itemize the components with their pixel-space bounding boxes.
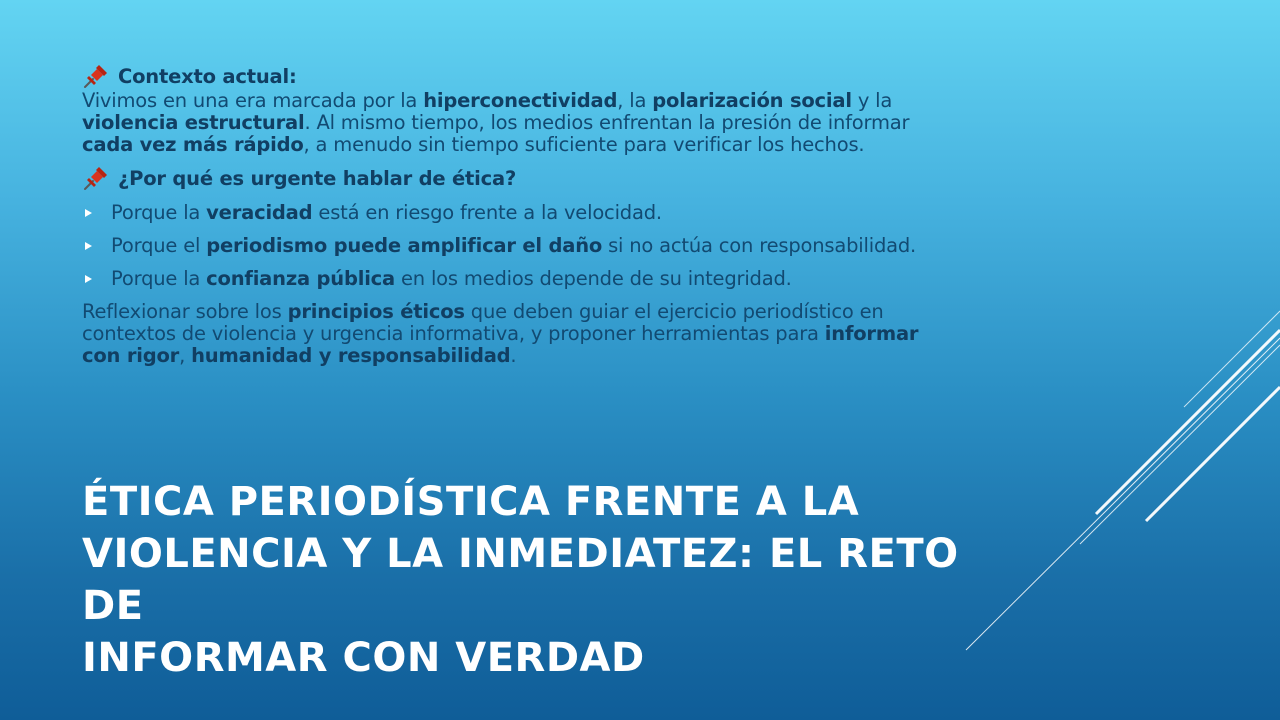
- deco-line-2: [1096, 330, 1280, 514]
- text-run: si no actúa con responsabilidad.: [602, 234, 917, 257]
- bold-phrase: veracidad: [206, 201, 313, 224]
- text-run: Porque el: [111, 234, 207, 257]
- list-item: [82, 202, 952, 224]
- urgent-heading: [82, 166, 952, 192]
- bold-phrase: hiperconectividad: [423, 89, 618, 112]
- closing-paragraph: [82, 301, 952, 367]
- triangle-bullet-icon: [85, 209, 92, 217]
- deco-line-3: [1080, 345, 1280, 544]
- text-run: . Al mismo tiempo, los medios enfrentan la presión de informar: [304, 111, 910, 134]
- pushpin-icon: [82, 166, 108, 192]
- context-heading: [82, 64, 952, 90]
- title-line-3: INFORMAR CON VERDAD: [82, 635, 645, 681]
- text-run: , la: [617, 89, 653, 112]
- text-run: Vivimos en una era marcada por la: [82, 89, 424, 112]
- bold-phrase: humanidad y responsabilidad: [191, 344, 511, 367]
- text-run: que deben guiar el ejercicio periodístico en contextos de violencia y urgencia informativa, y proponer herramientas para: [82, 300, 884, 345]
- text-run: Porque la: [111, 201, 207, 224]
- bold-phrase: cada vez más rápido: [82, 133, 304, 156]
- text-run: en los medios depende de su integridad.: [395, 267, 792, 290]
- text-run: está en riesgo frente a la velocidad.: [312, 201, 662, 224]
- reasons-list: [82, 202, 952, 290]
- bold-phrase: periodismo puede amplificar el daño: [206, 234, 603, 257]
- context-heading-text: Contexto actual:: [118, 65, 297, 88]
- title-line-1: ÉTICA PERIODÍSTICA FRENTE A LA: [82, 479, 860, 525]
- context-paragraph: [82, 90, 952, 156]
- bold-phrase: confianza pública: [206, 267, 396, 290]
- pushpin-icon: [82, 64, 108, 90]
- triangle-bullet-icon: [85, 275, 92, 283]
- bold-phrase: polarización social: [652, 89, 852, 112]
- text-run: y la: [851, 89, 893, 112]
- slide-body: [82, 64, 952, 367]
- text-run: , a menudo sin tiempo suficiente para verificar los hechos.: [303, 133, 865, 156]
- text-run: Reflexionar sobre los: [82, 300, 288, 323]
- triangle-bullet-icon: [85, 242, 92, 250]
- title-line-2: VIOLENCIA Y LA INMEDIATEZ: EL RETO DE: [82, 531, 959, 629]
- bold-phrase: principios éticos: [287, 300, 465, 323]
- bullet-text-3: [111, 267, 792, 290]
- slide-title: [82, 476, 982, 684]
- bullet-text-2: [111, 234, 916, 257]
- text-run: ,: [179, 344, 192, 367]
- bold-phrase: informar con rigor: [82, 322, 919, 367]
- deco-line-4: [1146, 387, 1280, 521]
- bullet-text-1: [111, 201, 662, 224]
- urgent-heading-text: ¿Por qué es urgente hablar de ética?: [118, 167, 517, 190]
- text-run: Porque la: [111, 267, 207, 290]
- deco-line-1: [966, 338, 1280, 650]
- text-run: .: [510, 344, 517, 367]
- bold-phrase: violencia estructural: [82, 111, 305, 134]
- list-item: [82, 268, 952, 290]
- list-item: [82, 235, 952, 257]
